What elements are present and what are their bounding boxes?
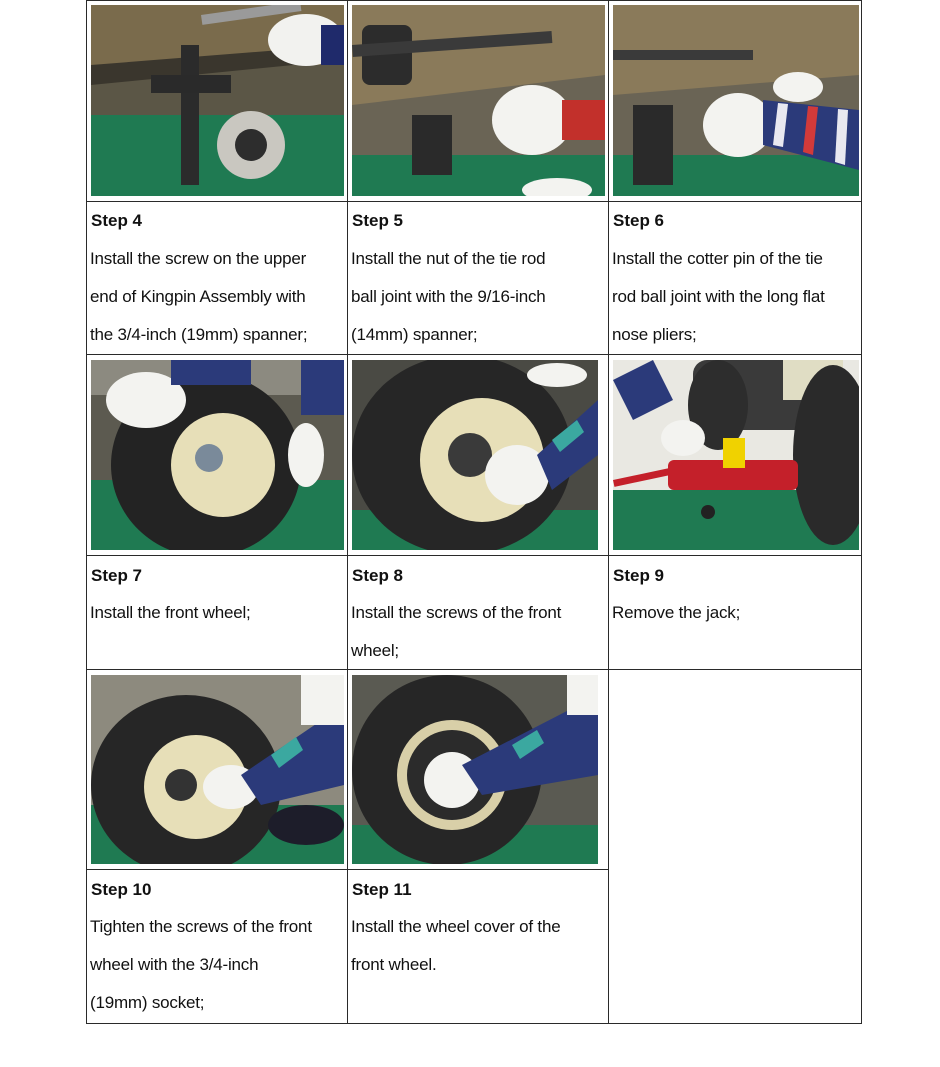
desc-line: Tighten the screws of the front [90, 917, 312, 936]
step-7-description [90, 594, 346, 632]
step-6-description [612, 240, 860, 354]
kingpin-screw-photo [91, 5, 344, 196]
empty-cell [609, 670, 861, 1023]
wheel-cover-photo [352, 675, 598, 864]
desc-line: the 3/4-inch (19mm) spanner; [90, 325, 308, 344]
front-wheel-photo [91, 360, 344, 550]
table-border-bottom [86, 1023, 862, 1024]
step-11-title: Step 11 [352, 880, 412, 899]
desc-line: end of Kingpin Assembly with [90, 287, 306, 306]
desc-line: front wheel. [351, 955, 437, 974]
desc-line: Remove the jack; [612, 603, 741, 622]
desc-line: Install the nut of the tie rod [351, 249, 546, 268]
desc-line: Install the cotter pin of the tie [612, 249, 823, 268]
step-5-description [351, 240, 607, 354]
step-10-title: Step 10 [91, 880, 152, 899]
desc-line: Install the screw on the upper [90, 249, 307, 268]
step-8-title: Step 8 [352, 566, 404, 585]
tighten-screws-photo [91, 675, 344, 864]
step-7-title: Step 7 [91, 566, 143, 585]
desc-line: Install the front wheel; [90, 603, 251, 622]
desc-line: Install the wheel cover of the [351, 917, 561, 936]
step-4-title: Step 4 [91, 211, 143, 230]
remove-jack-photo [613, 360, 859, 550]
row-divider-2 [86, 354, 862, 355]
desc-line: Install the screws of the front [351, 603, 562, 622]
step-6-title: Step 6 [613, 211, 665, 230]
step-8-description [351, 594, 607, 670]
desc-line: wheel; [351, 641, 399, 660]
step-9-description [612, 594, 860, 632]
cotter-pin-photo [613, 5, 859, 196]
table-border-right [861, 0, 862, 1024]
desc-line: (19mm) socket; [90, 993, 205, 1012]
table-border-left [86, 0, 87, 1024]
tie-rod-nut-photo [352, 5, 605, 196]
row-divider-1 [86, 201, 862, 202]
step-5-title: Step 5 [352, 211, 404, 230]
step-10-description [90, 908, 346, 1022]
row-divider-5a [86, 869, 608, 870]
wheel-screws-photo [352, 360, 598, 550]
step-9-title: Step 9 [613, 566, 665, 585]
column-divider-1 [347, 0, 348, 1024]
desc-line: wheel with the 3/4-inch [90, 955, 259, 974]
step-11-description [351, 908, 607, 984]
table-border-top [86, 0, 862, 1]
desc-line: ball joint with the 9/16-inch [351, 287, 546, 306]
desc-line: (14mm) spanner; [351, 325, 478, 344]
step-4-description [90, 240, 346, 354]
row-divider-3 [86, 555, 862, 556]
desc-line: rod ball joint with the long flat [612, 287, 825, 306]
desc-line: nose pliers; [612, 325, 697, 344]
